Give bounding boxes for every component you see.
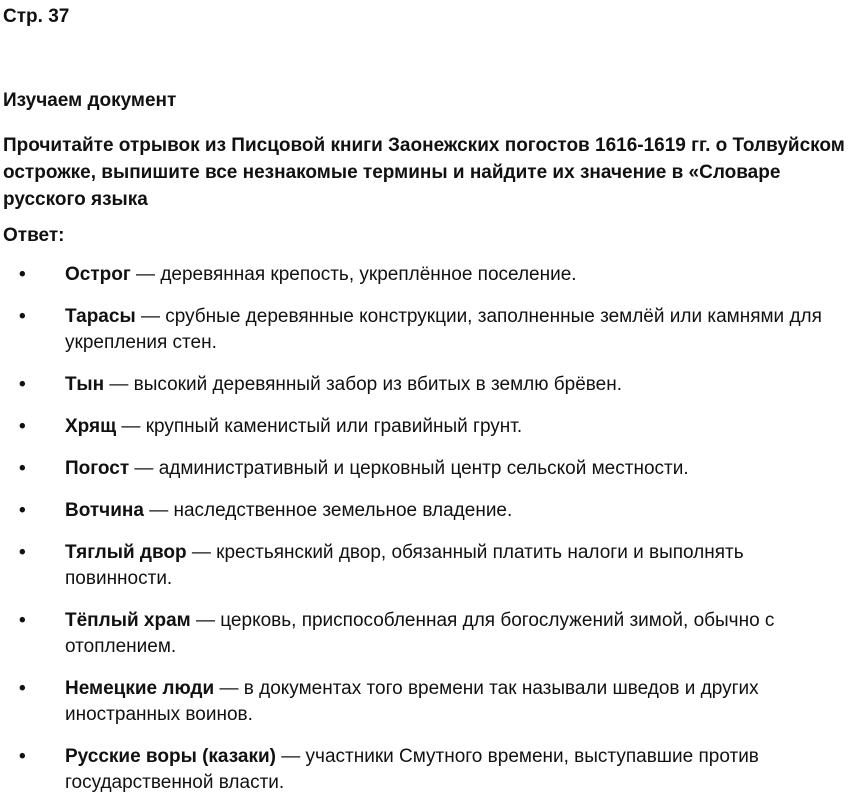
bullet: • xyxy=(19,678,26,699)
list-item xyxy=(0,608,856,660)
bullet: • xyxy=(19,458,26,479)
term-definition: — деревянная крепость, укреплённое поселение. xyxy=(130,264,577,285)
term-name: Погост xyxy=(65,458,130,479)
term-definition: — участники Смутного времени, выступавшие против государственной власти. xyxy=(65,746,759,793)
list-item xyxy=(0,676,856,728)
bullet: • xyxy=(19,610,26,631)
task-text: Прочитайте отрывок из Писцовой книги Заонежских погостов 1616-1619 гг. о Толвуйском острожке, выпишите все незнакомые термины и найдите их значение в «Словаре русского языка xyxy=(3,135,845,210)
term-definition: — крупный каменистый или гравийный грунт. xyxy=(116,416,523,437)
list-item xyxy=(0,498,856,524)
term-definition: — наследственное земельное владение. xyxy=(143,500,513,521)
term-definition: — высокий деревянный забор из вбитых в землю брёвен. xyxy=(104,374,622,395)
list-item xyxy=(0,372,856,398)
bullet: • xyxy=(19,306,26,327)
bullet: • xyxy=(19,264,26,285)
term-name: Тёплый храм xyxy=(65,610,191,631)
term-name: Острог xyxy=(65,264,131,285)
list-item xyxy=(0,304,856,356)
terms-list xyxy=(0,262,856,812)
term-name: Хрящ xyxy=(65,416,117,437)
term-definition: — в документах того времени так называли шведов и других иностранных воинов. xyxy=(65,678,759,725)
list-item xyxy=(0,744,856,796)
page-number: Стр. 37 xyxy=(3,6,70,27)
bullet: • xyxy=(19,416,26,437)
term-definition: — административный и церковный центр сельской местности. xyxy=(129,458,689,479)
term-definition: — церковь, приспособленная для богослужений зимой, обычно с отоплением. xyxy=(65,610,775,657)
term-name: Немецкие люди xyxy=(65,678,215,699)
bullet: • xyxy=(19,374,26,395)
term-name: Русские воры (казаки) xyxy=(65,746,276,767)
list-item xyxy=(0,456,856,482)
bullet: • xyxy=(19,500,26,521)
bullet: • xyxy=(19,542,26,563)
term-name: Тарасы xyxy=(65,306,136,327)
list-item xyxy=(0,414,856,440)
term-name: Тын xyxy=(65,374,105,395)
section-title: Изучаем документ xyxy=(3,90,177,111)
list-item xyxy=(0,540,856,592)
term-definition: — крестьянский двор, обязанный платить налоги и выполнять повинности. xyxy=(65,542,744,589)
term-name: Тяглый двор xyxy=(65,542,187,563)
term-definition: — срубные деревянные конструкции, заполненные землёй или камнями для укрепления стен. xyxy=(65,306,822,353)
list-item xyxy=(0,262,856,288)
term-name: Вотчина xyxy=(65,500,144,521)
answer-label: Ответ: xyxy=(3,225,65,246)
bullet: • xyxy=(19,746,26,767)
